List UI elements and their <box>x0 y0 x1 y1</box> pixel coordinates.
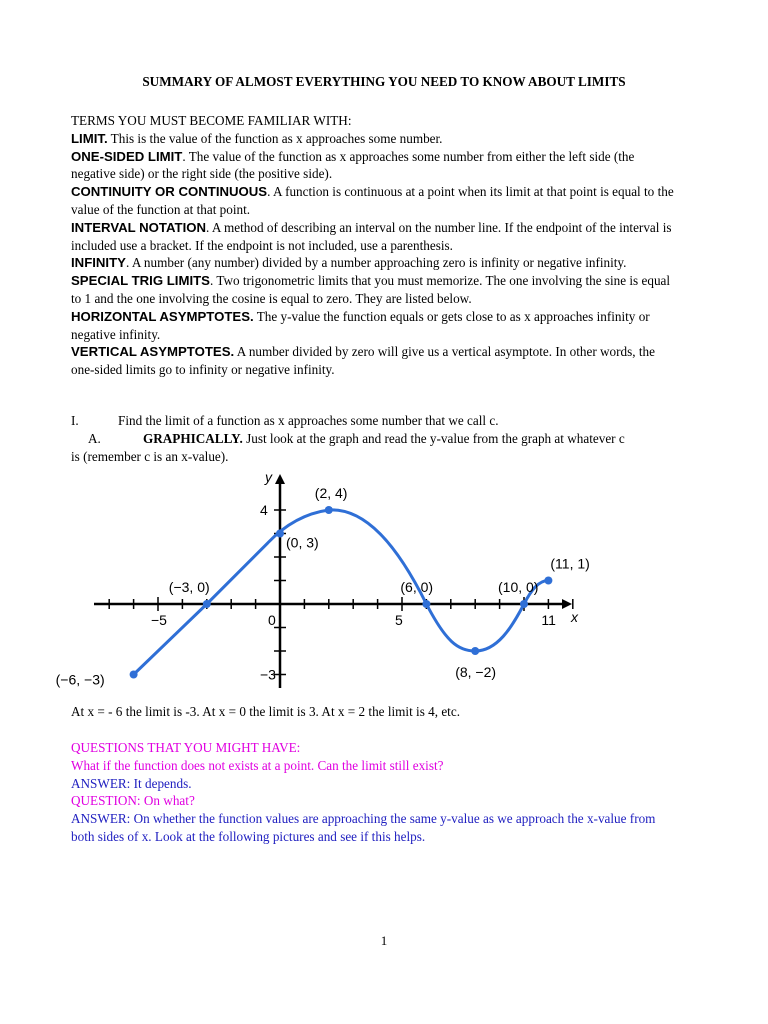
point-label: (8, −2) <box>455 664 497 680</box>
term-definition: A number divided by zero will give us a vertical asymptote. In other words, the one-sided limits go to infinity or negative infinity. <box>71 344 655 378</box>
term-interval-notation <box>71 219 679 255</box>
term-definition: . A method of describing an interval on the number line. If the endpoint of the interval is included use a bracket. If the endpoint is not included, use a parenthesis. <box>71 219 672 253</box>
term-infinity <box>71 254 679 272</box>
point-label: (0, 3) <box>286 534 319 551</box>
section-one <box>71 412 679 466</box>
term-definition: . A function is continuous at a point when its limit at that point is equal to the value of the function at that point. <box>71 184 674 217</box>
point-label: (−6, −3) <box>55 671 105 688</box>
data-point <box>203 600 211 608</box>
x-tick-label: 11 <box>541 612 556 628</box>
term-continuity <box>71 183 679 219</box>
term-definition: . The value of the function as x approaches some number from either the left side (the negative side) or the right side (the positive side). <box>71 148 635 182</box>
term-definition: This is the value of the function as x approaches some number. <box>107 130 443 146</box>
data-point <box>422 600 430 608</box>
questions-section <box>71 739 679 846</box>
graph-caption: At x = - 6 the limit is -3. At x = 0 the limit is 3. At x = 2 the limit is 4, etc. <box>71 704 460 719</box>
section-text: Find the limit of a function as x approaches some number that we call c. <box>118 413 499 428</box>
term-definition: . Two trigonometric limits that you must memorize. The one involving the sine is equal to 1 and the one involving the cosine is equal to zero. They are listed below. <box>71 273 671 306</box>
page-number: 1 <box>380 933 388 948</box>
term-horizontal-asymptotes <box>71 308 679 344</box>
term-definition: . A number (any number) divided by a number approaching zero is infinity or negative infinity. <box>125 255 627 271</box>
subsection-a-text-line2: is (remember c is an x-value). <box>71 449 229 464</box>
page-title: SUMMARY OF ALMOST EVERYTHING YOU NEED TO KNOW ABOUT LIMITS <box>142 74 626 89</box>
section-one-heading <box>71 412 679 430</box>
term-name: HORIZONTAL ASYMPTOTES. <box>71 308 254 324</box>
x-axis-arrow <box>562 599 572 609</box>
data-point <box>471 647 479 655</box>
x-tick-label: 5 <box>395 612 403 628</box>
term-name: ONE-SIDED LIMIT <box>71 148 183 164</box>
graph-marks <box>56 485 590 688</box>
term-name: INTERVAL NOTATION <box>71 219 207 235</box>
function-graph <box>55 466 590 692</box>
y-tick-label: −3 <box>260 666 276 683</box>
data-point <box>130 671 138 679</box>
term-name: LIMIT. <box>71 130 108 146</box>
point-label: (−3, 0) <box>168 579 210 595</box>
point-label: (11, 1) <box>550 555 590 572</box>
data-point <box>276 530 284 538</box>
qa-question: What if the function does not exists at a point. Can the limit still exist? <box>71 757 444 773</box>
term-vertical-asymptotes <box>71 343 679 379</box>
terms-section <box>71 112 679 379</box>
term-name: VERTICAL ASYMPTOTES. <box>71 344 235 360</box>
point-label: (2, 4) <box>314 485 348 501</box>
qa-question: QUESTION: On what? <box>71 793 195 809</box>
term-special-trig-limits <box>71 272 679 308</box>
qa-answer: ANSWER: On whether the function values are approaching the same y-value as we approach the x-value from both sides of x. Look at the following pictures and see if this helps. <box>71 811 656 844</box>
qa-answer: ANSWER: It depends. <box>71 775 192 791</box>
x-axis-label: x <box>571 609 578 625</box>
data-point <box>544 577 552 585</box>
term-name: INFINITY <box>71 255 126 271</box>
y-tick-label: 4 <box>260 502 268 518</box>
subsection-letter: A. <box>88 431 101 446</box>
term-definition: The y-value the function equals or gets close to as x approaches infinity or negative infinity. <box>71 308 650 342</box>
term-name: CONTINUITY OR CONTINUOUS <box>71 184 268 200</box>
y-axis-arrow <box>275 474 285 484</box>
terms-header: TERMS YOU MUST BECOME FAMILIAR WITH: <box>71 113 352 128</box>
section-number: I. <box>71 413 79 428</box>
data-point <box>325 506 333 514</box>
qa-header: QUESTIONS THAT YOU MIGHT HAVE: <box>71 740 301 755</box>
data-point <box>520 600 528 608</box>
point-label: (10, 0) <box>498 579 539 595</box>
subsection-text: Just look at the graph and read the y-value from the graph at whatever c <box>242 431 625 446</box>
subsection-a-heading <box>71 430 679 448</box>
subsection-body <box>143 430 625 448</box>
term-one-sided-limit <box>71 148 679 184</box>
term-limit <box>71 130 679 148</box>
y-axis-label: y <box>265 469 272 485</box>
subsection-title: GRAPHICALLY. <box>143 431 243 446</box>
point-label: (6, 0) <box>400 579 434 595</box>
term-name: SPECIAL TRIG LIMITS <box>71 273 210 289</box>
x-tick-label: −5 <box>151 612 167 628</box>
x-tick-label: 0 <box>268 612 276 628</box>
